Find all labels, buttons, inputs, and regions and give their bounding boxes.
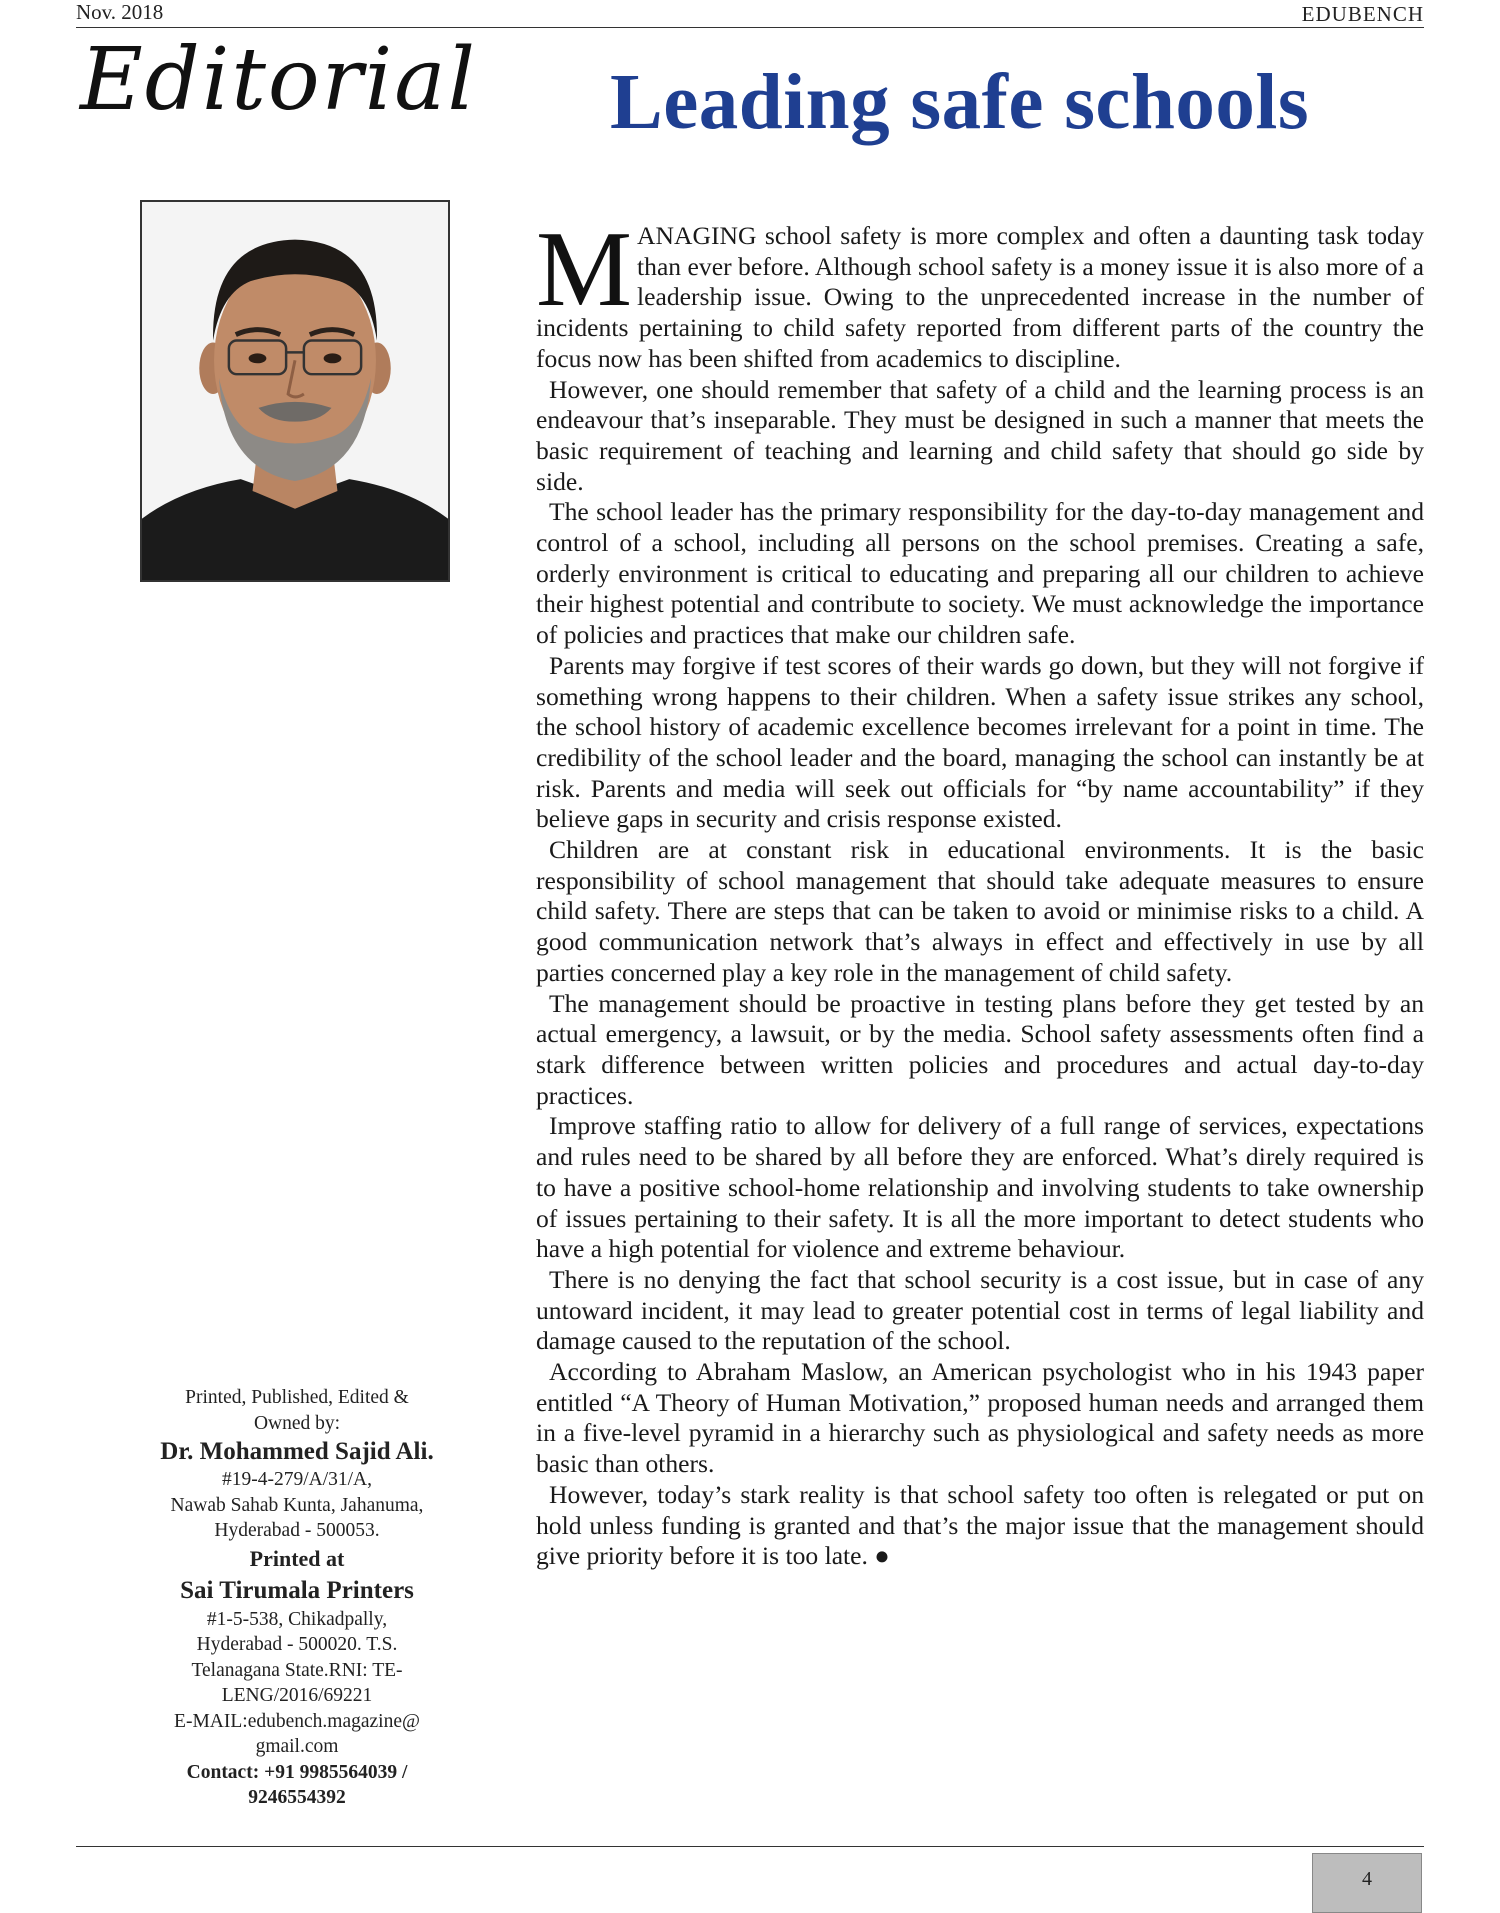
printer-address-line: Hyderabad - 500020. T.S. bbox=[196, 1634, 398, 1655]
email-line: gmail.com bbox=[255, 1736, 339, 1757]
printed-at-label: Printed at bbox=[249, 1545, 345, 1571]
publisher-address-line: Nawab Sahab Kunta, Jahanuma, bbox=[170, 1494, 424, 1516]
contact-line: Contact: +91 9985564039 / bbox=[186, 1761, 408, 1783]
article-paragraph: The school leader has the primary responsibility for the day-to-day management and control of a school, including all persons on the school premises. Creating a safe, orderly environment is critical to educating and preparing all our children to achieve their highest potential and contribute to society. We must acknowledge the importance of policies and practices that make our children safe. bbox=[536, 497, 1424, 650]
email-line: E-MAIL:edubench.magazine@ bbox=[174, 1710, 420, 1732]
top-divider bbox=[76, 27, 1424, 28]
printer-address-line: Telanagana State.RNI: TE- bbox=[191, 1659, 403, 1681]
rni-number: LENG/2016/69221 bbox=[221, 1685, 373, 1706]
paragraph-text: ANAGING school safety is more complex and often a daunting task today than ever before. Although school safety is a money issue it is also more of a leadership issue. Owing to the unprecedented increase in the number of incidents pertaining to child safety reported from different parts of the country the focus now has been shifted from academics to discipline. bbox=[536, 221, 1424, 373]
article-headline: Leading safe schools bbox=[610, 59, 1310, 146]
section-title: Editorial bbox=[80, 30, 478, 130]
magazine-name: EDUBENCH bbox=[1301, 2, 1424, 26]
author-photo bbox=[140, 200, 450, 582]
article-paragraph: There is no denying the fact that school security is a cost issue, but in case of any untoward incident, it may lead to greater potential cost in terms of legal liability and damage caused to the reputation of the school. bbox=[536, 1264, 1424, 1356]
page-number: 4 bbox=[1312, 1853, 1422, 1913]
imprint-line: Owned by: bbox=[253, 1412, 341, 1434]
publisher-name: Dr. Mohammed Sajid Ali. bbox=[160, 1438, 434, 1465]
article-paragraph: Children are at constant risk in educational environments. It is the basic responsibility of school management that should take adequate measures to ensure child safety. There are steps that can be taken to avoid or minimise risks to a child. A good communication network that’s always in effect and effectively in use by all parties concerned play a key role in the management of child safety. bbox=[536, 835, 1424, 987]
contact-line: 9246554392 bbox=[248, 1787, 346, 1808]
publisher-address-line: #19-4-279/A/31/A, bbox=[221, 1469, 373, 1490]
article-paragraph: However, one should remember that safety of a child and the learning process is an endeavour that’s inseparable. They must be designed in such a manner that meets the basic requirement of teaching and learning and child safety that should go side by side. bbox=[536, 374, 1424, 496]
publisher-address-line: Hyderabad - 500053. bbox=[214, 1520, 380, 1541]
drop-cap: M bbox=[536, 210, 633, 329]
article-paragraph: The management should be proactive in testing plans before they get tested by an actual emergency, a lawsuit, or by the media. School safety assessments often find a stark difference between written policies and procedures and actual day-to-day practices. bbox=[536, 988, 1424, 1110]
publisher-imprint bbox=[120, 1385, 474, 1811]
article-paragraph: Improve staffing ratio to allow for delivery of a full range of services, expectations and rules need to be shared by all before they are enforced. What’s direly required is to have a positive school-home relationship and involving students to take ownership of issues pertaining to their safety. It is all the more important to detect students who have a high potential for violence and extreme behaviour. bbox=[536, 1111, 1424, 1264]
article-paragraph: However, today’s stark reality is that school safety too often is relegated or put on hold unless funding is granted and that’s the major issue that the management should give priority before it is too late. ● bbox=[536, 1479, 1424, 1571]
article-paragraph bbox=[536, 210, 1424, 375]
imprint-line: Printed, Published, Edited & bbox=[185, 1387, 409, 1408]
printer-address-line: #1-5-538, Chikadpally, bbox=[206, 1608, 388, 1630]
bottom-divider bbox=[76, 1846, 1424, 1847]
article-paragraph: Parents may forgive if test scores of their wards go down, but they will not forgive if something wrong happens to their children. When a safety issue strikes any school, the school history of academic excellence becomes irrelevant for a point in time. The credibility of the school leader and the board, managing the school can instantly be at risk. Parents and media will seek out officials for “by name accountability” if they believe gaps in security and crisis response existed. bbox=[536, 650, 1424, 834]
article-paragraph: According to Abraham Maslow, an American psychologist who in his 1943 paper entitled “A Theory of Human Motivation,” proposed human needs and arranged them in a five-level pyramid in a hierarchy such as physiological and safety needs as more basic than others. bbox=[536, 1357, 1424, 1479]
printer-name: Sai Tirumala Printers bbox=[180, 1576, 414, 1604]
issue-date: Nov. 2018 bbox=[76, 0, 164, 24]
article-body bbox=[536, 210, 1424, 1572]
